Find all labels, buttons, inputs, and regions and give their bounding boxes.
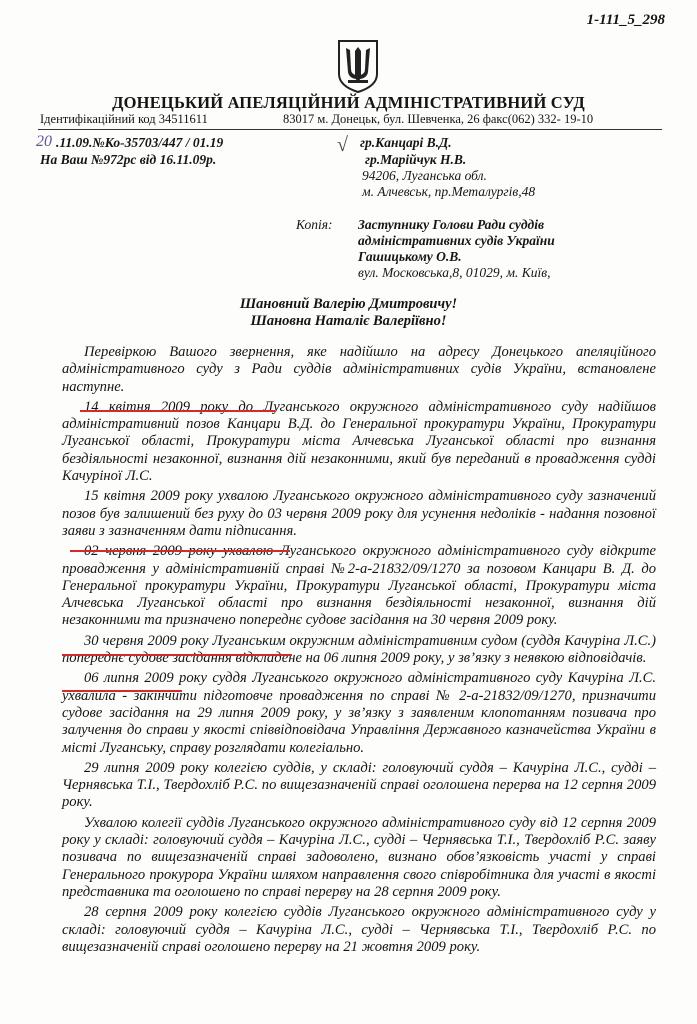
- body-paragraph: Перевіркою Вашого звернення, яке надійшло на адресу Донецького апеляційного адміністративного суду з Ради суддів адміністративних судів України, встановлене наступне.: [62, 344, 656, 395]
- copy-address: вул. Московська,8, 01029, м. Київ,: [358, 265, 551, 280]
- header-divider: [38, 129, 662, 130]
- highlight-underline: [80, 410, 275, 412]
- copy-label: Копія:: [296, 217, 333, 232]
- recipient-line: гр.Канцарі В.Д.: [360, 135, 452, 150]
- recipient-line: 94206, Луганська обл.: [362, 168, 487, 183]
- handwritten-mark: 20: [36, 133, 52, 150]
- recipient-line: м. Алчевськ, пр.Металургів,48: [362, 184, 536, 199]
- copy-recipient-line: Заступнику Голови Ради суддів: [358, 217, 545, 232]
- highlight-underline: [70, 550, 290, 552]
- letter-body: [62, 344, 656, 959]
- body-paragraph: 06 липня 2009 року суддя Луганського окружного адміністративного суду Качуріна Л.С. ухвалила - закінчити підготовче провадження по справі № 2-а-21832/09/1270, призначити судове засідання на 29 липня 2009 року, у зв’язку з заявленим клопотанням позивача про залучення до справи у якості співвідповідача Управління Державного казначейства України в місті Луганську, справу розглядати колегіально.: [62, 670, 656, 756]
- check-mark: √: [337, 134, 348, 156]
- reply-to: На Ваш №972рс від 16.11.09р.: [40, 152, 217, 167]
- body-paragraph: Ухвалою колегії суддів Луганського окружного адміністративного суду від 12 серпня 2009 року у складі: головуючий суддя – Качуріна Л.С., судді – Чернявська Т.І., Твердохліб Р.С. заяву позивача по вищезазначеній справі задоволено, визнано обов’язковість участі у справі Генерального прокурора України шляхом направлення свого співробітника для участі в якості представника та оголошено по справі перерву на 28 серпня 2009 року.: [62, 814, 656, 900]
- court-name: ДОНЕЦЬКИЙ АПЕЛЯЦІЙНИЙ АДМІНІСТРАТИВНИЙ СУД: [112, 93, 585, 112]
- document-number: 1-111_5_298: [586, 12, 665, 28]
- greeting: Шановна Наталіє Валеріївно!: [250, 313, 447, 329]
- trident-emblem-icon: [335, 38, 381, 94]
- copy-recipient-line: Гашицькому О.В.: [358, 249, 462, 264]
- body-paragraph: 02 червня 2009 року ухвалою Луганського окружного адміністративного суду відкрите провадження у адміністративній справі №2-а-21832/09/1270 за позовом Канцари В. Д. до Генеральної прокуратури України, Прокуратури Луганської області, Прокуратури міста Алчевська Луганської області про визнання бездіяльності незаконної, визнання дій незаконними та призначено попереднє судове засідання на 30 червня 2009 року.: [62, 543, 656, 629]
- recipient-line: гр.Марійчук Н.В.: [365, 152, 467, 167]
- highlight-underline: [62, 654, 292, 656]
- greeting: Шановний Валерію Дмитровичу!: [239, 296, 458, 312]
- body-paragraph: 29 липня 2009 року колегією суддів, у складі: головуючий суддя – Качуріна Л.С., судді – Чернявська Т.І., Твердохліб Р.С. по вищезазначеній справі оголошена перерва на 12 серпня 2009 року.: [62, 759, 656, 811]
- body-paragraph: 30 червня 2009 року Луганським окружним адміністративним судом (суддя Качуріна Л.С.) попереднє судове засідання відкладене на 06 липня 2009 року, у зв’язку з неявкою відповідачів.: [62, 632, 656, 667]
- outgoing-ref: .11.09.№Ко-35703/447 / 01.19: [56, 135, 224, 150]
- body-paragraph: 28 серпня 2009 року колегією суддів Луганського окружного адміністративного суду у складі: головуючий суддя – Качуріна Л.С., судді – Чернявська Т.І., Твердохліб Р.С. по вищезазначеній справі оголошено перерву на 21 жовтня 2009 року.: [62, 904, 656, 955]
- body-paragraph: 14 квітня 2009 року до Луганського окружного адміністративного суду надійшов адміністративний позов Канцари В.Д. до Генеральної прокуратури України, Прокуратури Луганської області, Прокуратури міста Алчевська Луганської області про визнання бездіяльності незаконної, визнання дій незаконними, який був переданий в провадження судді Качуріної Л.С.: [62, 398, 656, 485]
- court-address: 83017 м. Донецьк, бул. Шевченка, 26 факс(062) 332- 19-10: [283, 112, 594, 126]
- highlight-underline: [62, 690, 182, 692]
- copy-recipient-line: адміністративних судів України: [358, 233, 555, 248]
- body-paragraph: 15 квітня 2009 року ухвалою Луганського окружного адміністративного суду зазначений позов був залишений без руху до 03 червня 2009 року для усунення недоліків - надання позовної заяви з зазначенням дати підписання.: [62, 488, 656, 539]
- id-code: Ідентифікаційний код 34511611: [40, 112, 208, 126]
